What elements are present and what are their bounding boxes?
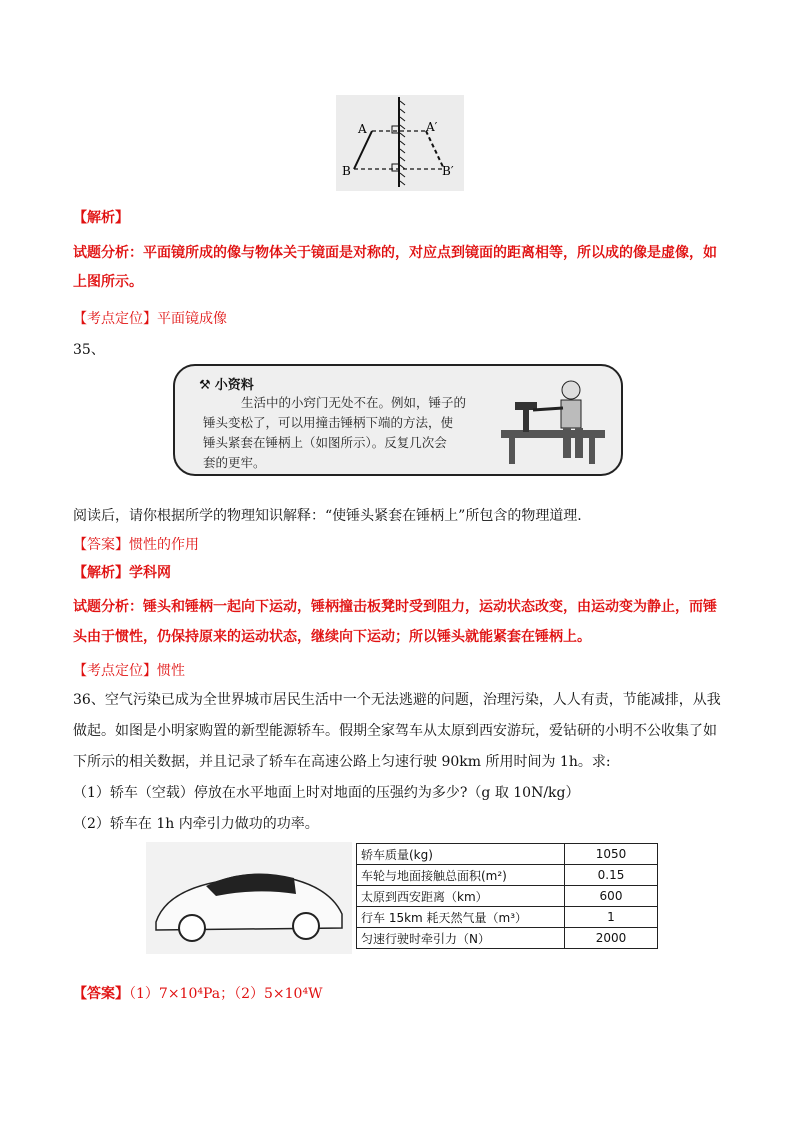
car-illustration [146, 842, 352, 954]
info-line-1: 生活中的小窍门无处不在。例如，锤子的 [241, 395, 467, 410]
label-a: A [358, 122, 367, 136]
label-b: B [342, 164, 351, 178]
question-number-35: 35、 [73, 342, 105, 358]
q35-analysis-line-1: 试题分析：锤头和锤柄一起向下运动，锤柄撞击板凳时受到阻力，运动状态改变，由运动变为静止，而锤 [73, 599, 717, 615]
knowledge-point: 【考点定位】平面镜成像 [73, 311, 227, 327]
table-row: 车轮与地面接触总面积(m²) 0.15 [357, 865, 658, 886]
table-row: 行车 15km 耗天然气量（m³） 1 [357, 907, 658, 928]
analysis-heading: 【解析】 [73, 210, 129, 226]
info-line-2: 锤头变松了，可以用撞击锤柄下端的方法，使 [203, 415, 454, 430]
info-title: ⚒ 小资料 [199, 378, 254, 393]
q36-line-2: 做起。如图是小明家购置的新型能源轿车。假期全家驾车从太原到西安游玩，爱钻研的小明不公收集了如 [73, 723, 717, 739]
q36-line-1: 36、空气污染已成为全世界城市居民生活中一个无法逃避的问题，治理污染，人人有责，节能减排，从我 [73, 692, 721, 708]
info-box [173, 364, 623, 476]
table-row: 轿车质量(kg) 1050 [357, 844, 658, 865]
label-b-prime: B′ [442, 164, 454, 178]
mirror-diagram-svg [336, 95, 464, 191]
q36-answer: 【答案】（1）7×10⁴Pa；（2）5×10⁴W [73, 986, 323, 1002]
label-a-prime: A′ [426, 120, 438, 134]
q35-analysis-heading: 【解析】学科网 [73, 565, 171, 581]
mirror-diagram [336, 95, 464, 191]
q36-sub-2: （2）轿车在 1h 内牵引力做功的功率。 [73, 816, 319, 832]
person-hammer-illustration [493, 374, 613, 470]
car-data-table [356, 843, 658, 949]
table-row: 匀速行驶时牵引力（N） 2000 [357, 928, 658, 949]
table-row: 太原到西安距离（km） 600 [357, 886, 658, 907]
q36-line-3: 下所示的相关数据，并且记录了轿车在高速公路上匀速行驶 90km 所用时间为 1h。求: [73, 754, 611, 770]
car-svg [146, 842, 352, 954]
hammer-icon: ⚒ [199, 378, 211, 393]
info-line-4: 套的更牢。 [203, 455, 266, 470]
q35-answer: 【答案】惯性的作用 [73, 537, 199, 553]
q35-analysis-line-2: 头由于惯性，仍保持原来的运动状态，继续向下运动；所以锤头就能紧套在锤柄上。 [73, 629, 591, 645]
q36-sub-1: （1）轿车（空载）停放在水平地面上时对地面的压强约为多少?（g 取 10N/kg） [73, 785, 580, 801]
analysis-line-1: 试题分析：平面镜所成的像与物体关于镜面是对称的，对应点到镜面的距离相等，所以成的像是虚像，如 [73, 245, 717, 261]
q35-question: 阅读后，请你根据所学的物理知识解释：“使锤头紧套在锤柄上”所包含的物理道理. [73, 508, 582, 524]
info-line-3: 锤头紧套在锤柄上（如图所示）。反复几次会 [203, 435, 447, 450]
analysis-line-2: 上图所示。 [73, 274, 143, 290]
q35-knowledge-point: 【考点定位】惯性 [73, 663, 185, 679]
